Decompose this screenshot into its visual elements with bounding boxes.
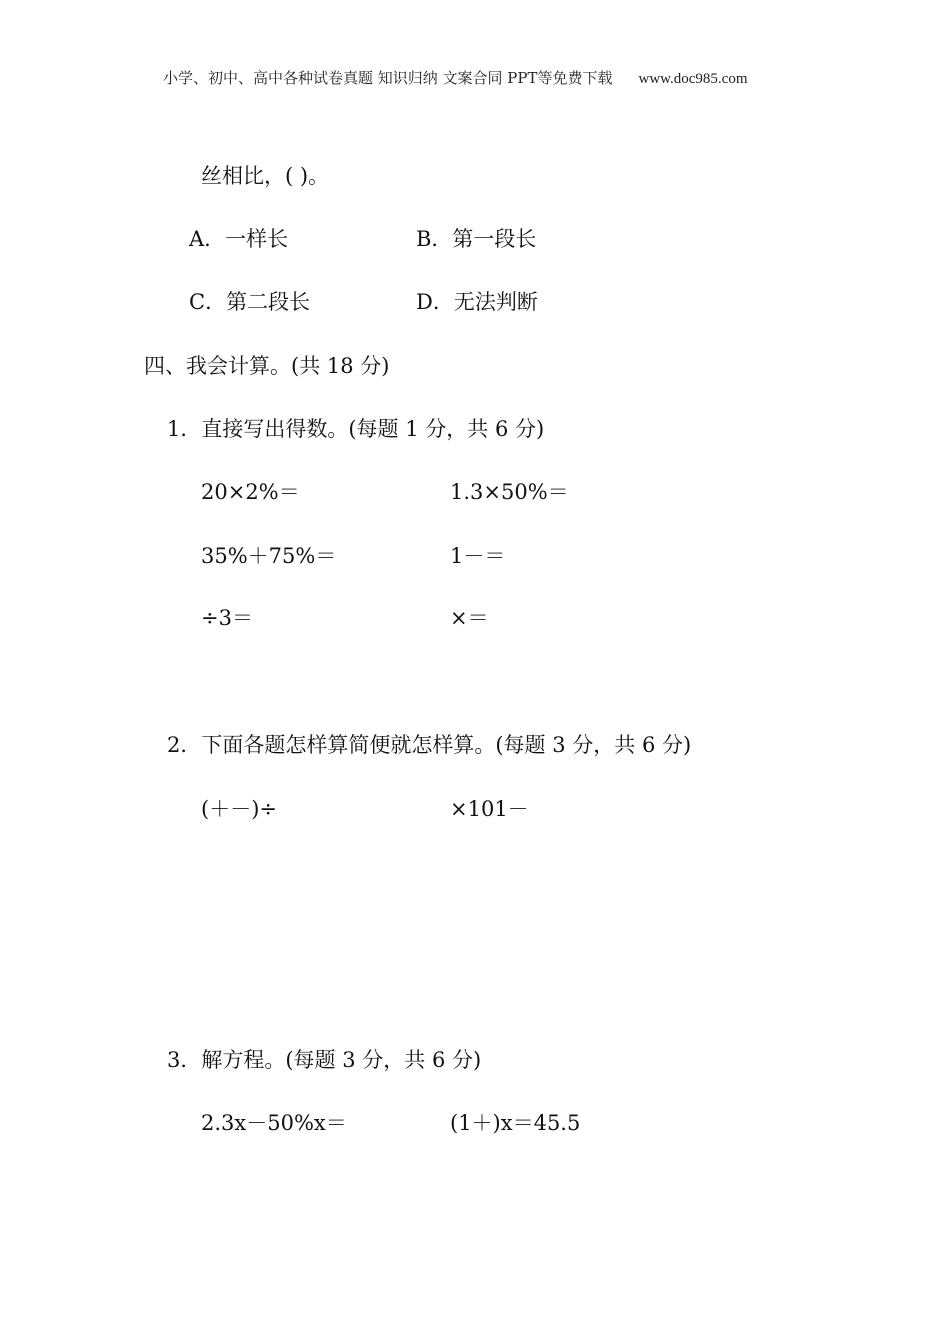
q1-item-4: 1－＝ bbox=[450, 544, 506, 568]
option-d: D．无法判断 bbox=[416, 290, 538, 314]
q1-item-5: ÷3＝ bbox=[201, 606, 253, 630]
question-tail: 丝相比，( )。 bbox=[201, 164, 330, 188]
q1-item-6: ×＝ bbox=[450, 606, 489, 630]
page-header bbox=[163, 71, 748, 87]
q2-item-2: ×101－ bbox=[450, 797, 529, 821]
q3-item-2: (1＋)x＝45.5 bbox=[450, 1111, 581, 1135]
q1-item-3: 35%＋75%＝ bbox=[201, 544, 337, 568]
header-text: 小学、初中、高中各种试卷真题 知识归纳 文案合同 PPT等免费下载 bbox=[163, 69, 613, 87]
header-url: www.doc985.com bbox=[638, 71, 748, 87]
question-3-title: 3．解方程。(每题 3 分，共 6 分) bbox=[167, 1048, 482, 1072]
option-b: B．第一段长 bbox=[416, 227, 537, 251]
q1-item-2: 1.3×50%＝ bbox=[450, 480, 569, 504]
section-4-title: 四、我会计算。(共 18 分) bbox=[144, 354, 390, 378]
option-a: A．一样长 bbox=[189, 227, 289, 251]
q2-item-1: (＋－)÷ bbox=[201, 797, 277, 821]
option-c: C．第二段长 bbox=[189, 290, 311, 314]
question-1-title: 1．直接写出得数。(每题 1 分，共 6 分) bbox=[167, 417, 545, 441]
q3-item-1: 2.3x－50%x＝ bbox=[201, 1111, 347, 1135]
q1-item-1: 20×2%＝ bbox=[201, 480, 300, 504]
question-2-title: 2．下面各题怎样算简便就怎样算。(每题 3 分，共 6 分) bbox=[167, 733, 692, 757]
